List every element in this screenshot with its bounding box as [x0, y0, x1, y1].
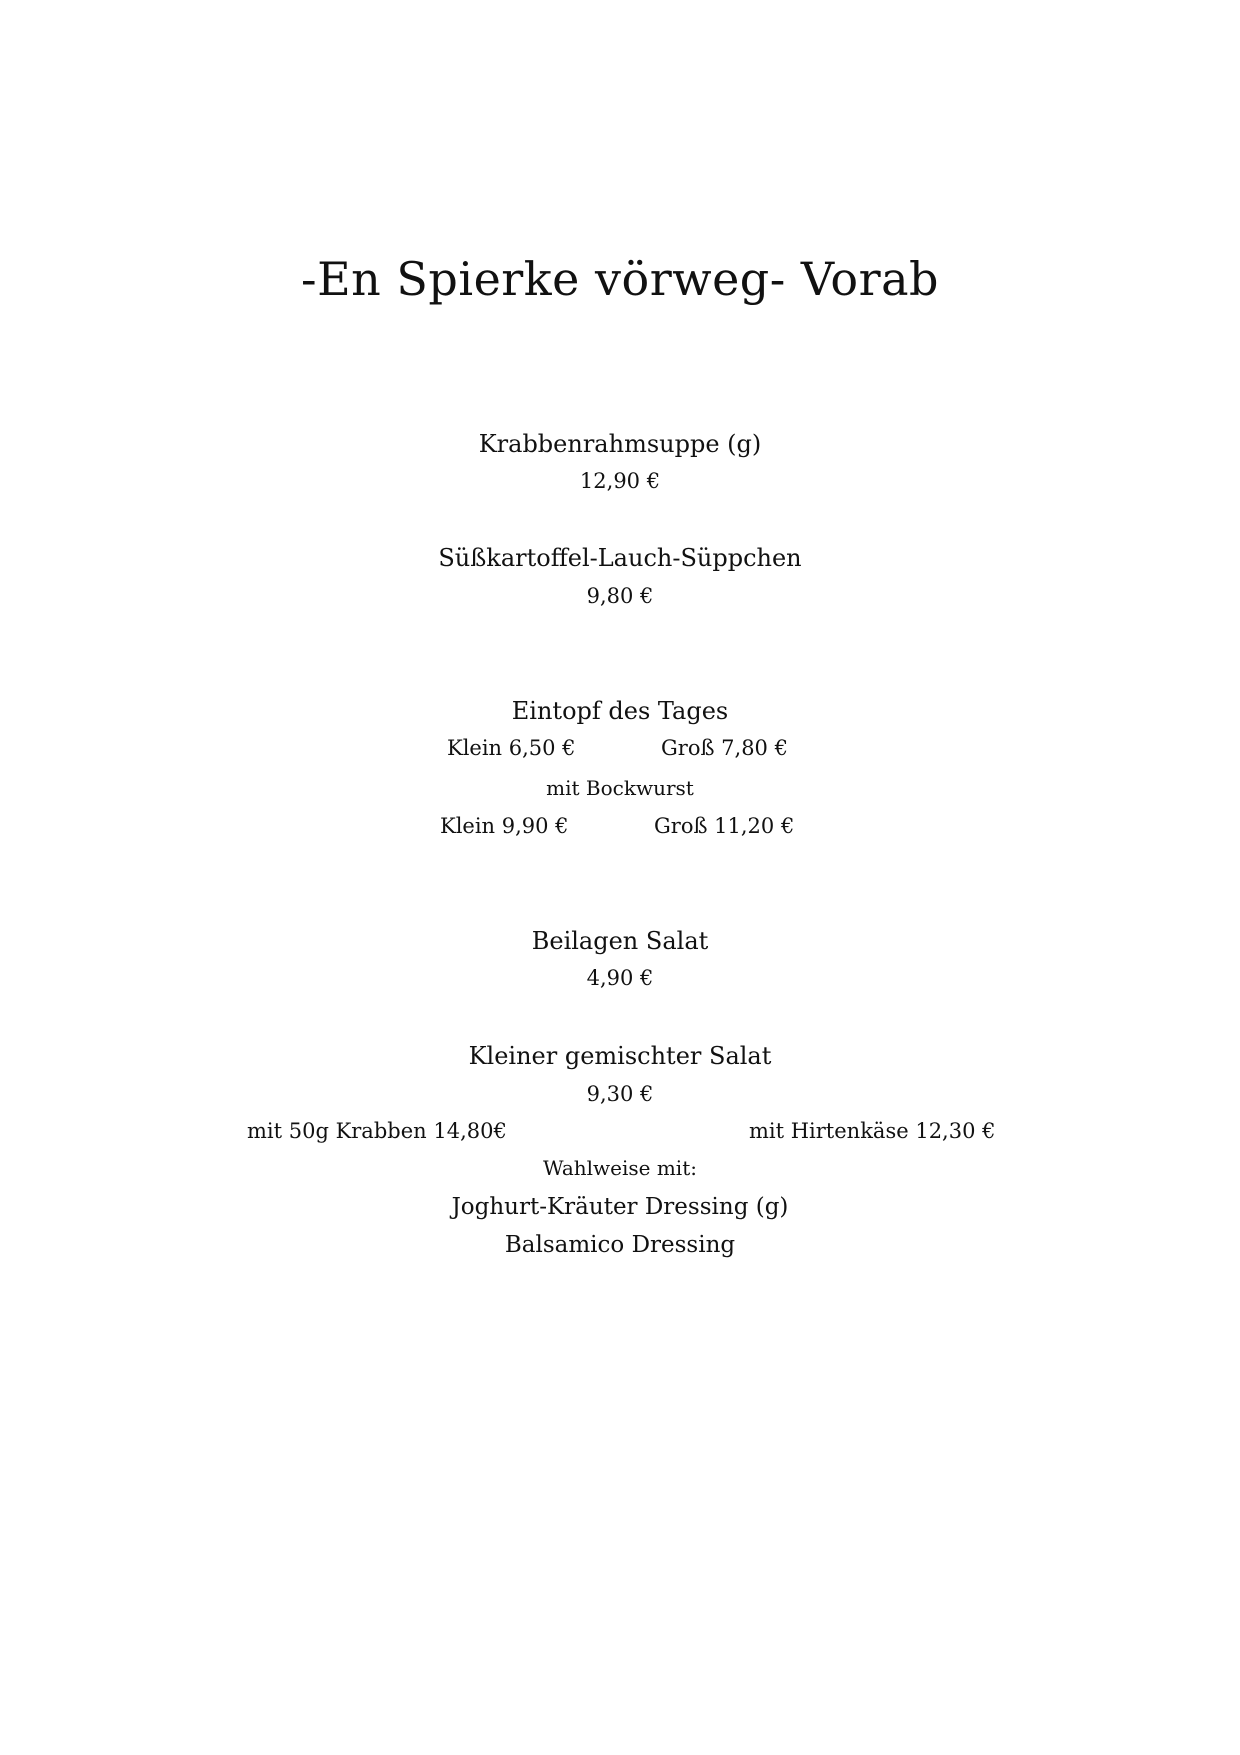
dish-price-suesskartoffel: 9,80 €	[586, 584, 654, 608]
dish-name-suesskartoffel: Süßkartoffel-Lauch-Süppchen	[438, 544, 802, 572]
dish-price-krabbenrahmsuppe: 12,90 €	[579, 469, 661, 493]
page-title: -En Spierke vörweg- Vorab	[301, 252, 939, 306]
eintopf-price-klein: Klein 6,50 €	[447, 736, 576, 760]
dish-name-kleiner-salat: Kleiner gemischter Salat	[468, 1042, 772, 1070]
eintopf-bockwurst-price-klein: Klein 9,90 €	[440, 814, 569, 838]
dish-price-beilagen-salat: 4,90 €	[586, 966, 654, 990]
dressing-balsamico: Balsamico Dressing	[504, 1232, 736, 1258]
eintopf-price-gross: Groß 7,80 €	[661, 736, 788, 760]
dressing-joghurt-kraeuter: Joghurt-Kräuter Dressing (g)	[451, 1194, 789, 1220]
eintopf-bockwurst-label: mit Bockwurst	[546, 776, 694, 800]
dish-name-krabbenrahmsuppe: Krabbenrahmsuppe (g)	[478, 430, 762, 458]
kleiner-salat-option-hirtenkaese: mit Hirtenkäse 12,30 €	[749, 1119, 996, 1143]
dish-name-eintopf: Eintopf des Tages	[511, 697, 729, 725]
eintopf-bockwurst-price-gross: Groß 11,20 €	[654, 814, 795, 838]
dressing-choice-label: Wahlweise mit:	[543, 1156, 697, 1180]
dish-name-beilagen-salat: Beilagen Salat	[531, 927, 709, 955]
dish-price-kleiner-salat: 9,30 €	[586, 1082, 654, 1106]
kleiner-salat-option-krabben: mit 50g Krabben 14,80€	[247, 1119, 507, 1143]
